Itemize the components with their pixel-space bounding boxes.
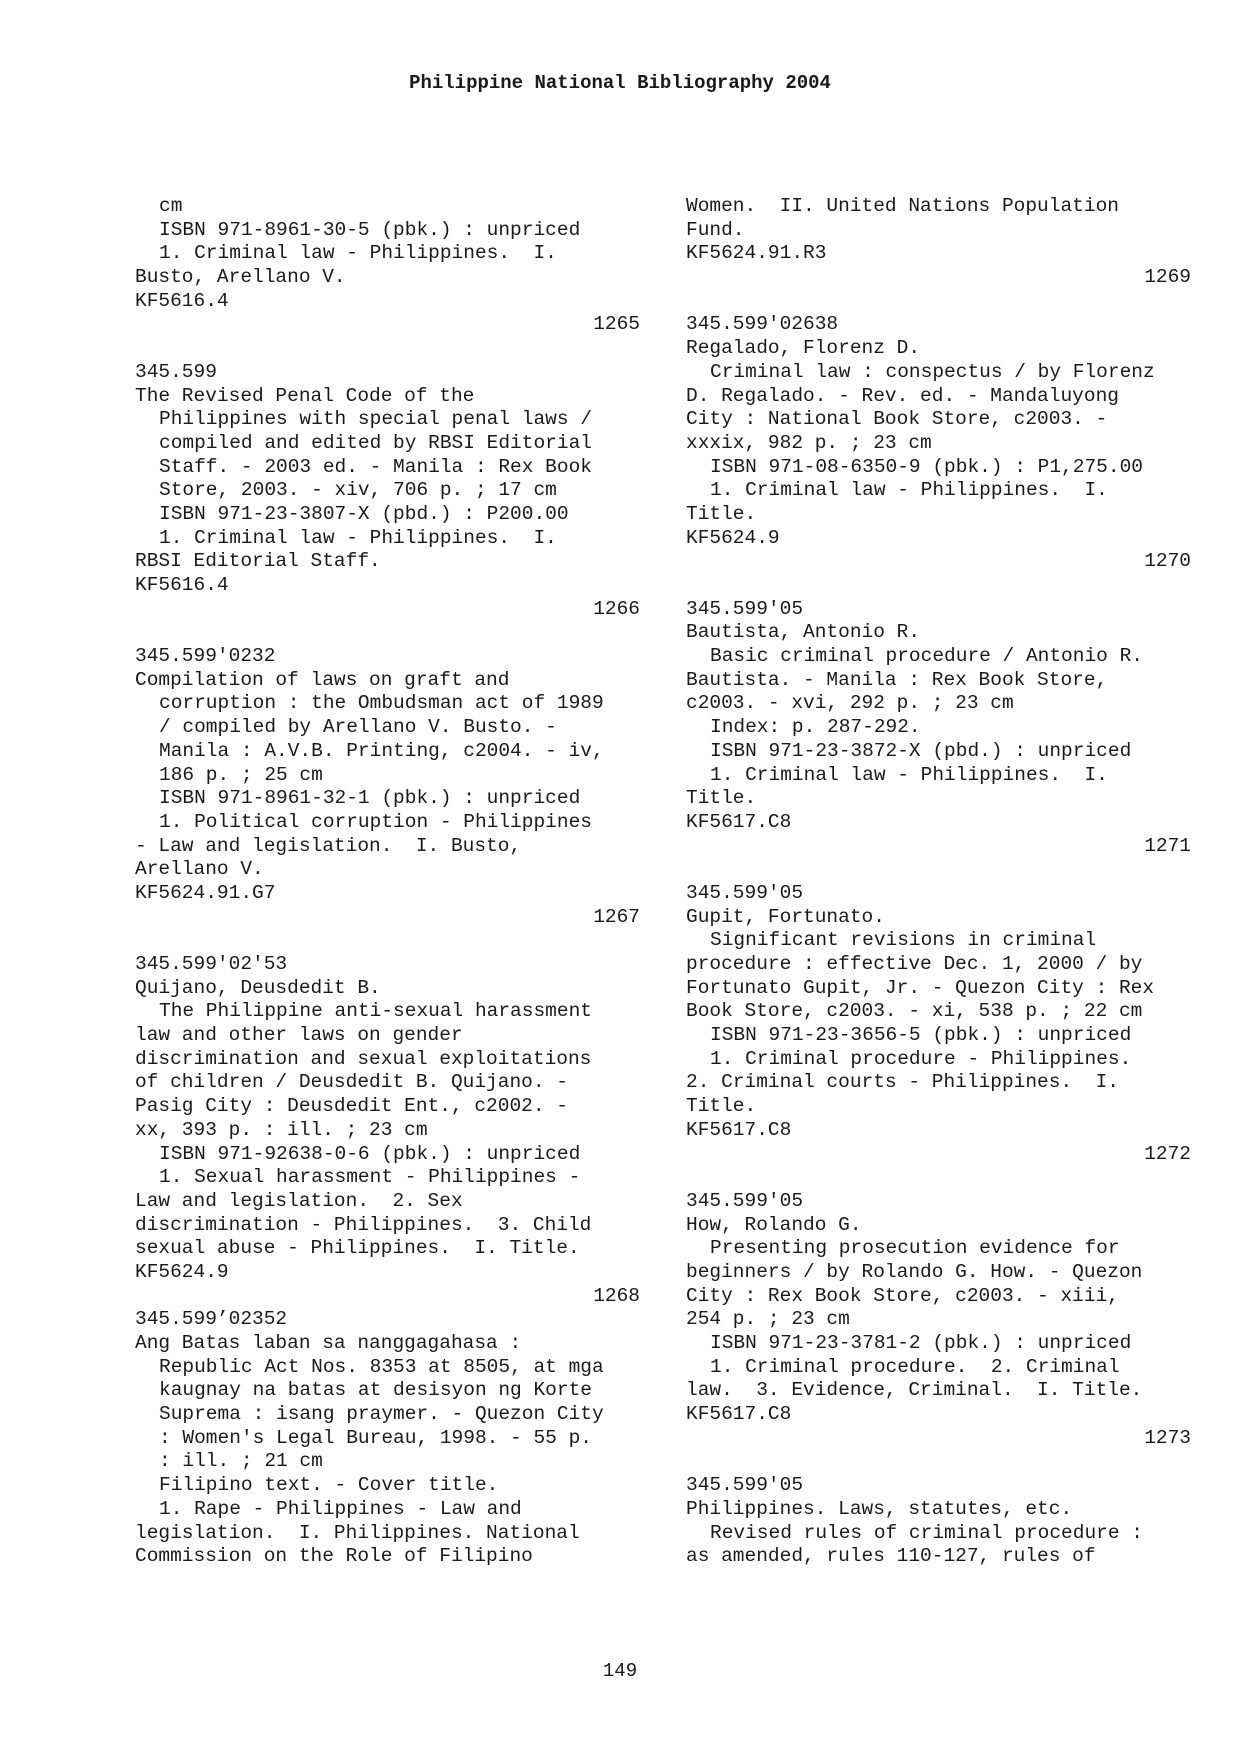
page-title: Philippine National Bibliography 2004 — [409, 72, 831, 94]
entry-line: KF5624.9 — [686, 526, 780, 549]
entry-line: Bautista. - Manila : Rex Book Store, — [686, 668, 1108, 691]
entry-line: law and other laws on gender — [135, 1024, 463, 1047]
entry-line: - Law and legislation. I. Busto, — [135, 834, 522, 857]
entry-line: City : National Book Store, c2003. - — [686, 408, 1108, 431]
entry-line: Significant revisions in criminal — [710, 929, 1097, 952]
entry-line: ISBN 971-23-3656-5 (pbk.) : unpriced — [710, 1024, 1132, 1047]
bibliography-entry — [686, 1474, 1191, 1569]
entry-line: : ill. ; 21 cm — [159, 1450, 323, 1473]
entry-line: KF5617.C8 — [686, 810, 792, 833]
entry-line: Staff. - 2003 ed. - Manila : Rex Book — [159, 455, 592, 478]
entry-line: Suprema : isang praymer. - Quezon City — [159, 1403, 604, 1426]
entry-line: KF5624.91.G7 — [135, 881, 276, 904]
entry-line: 186 p. ; 25 cm — [159, 763, 323, 786]
entry-line: discrimination - Philippines. 3. Child — [135, 1213, 592, 1236]
entry-line: 1. Sexual harassment - Philippines - — [159, 1166, 581, 1189]
bibliography-entry — [135, 953, 640, 1308]
bibliography-entry — [686, 882, 1191, 1166]
entry-line: as amended, rules 110-127, rules of — [686, 1545, 1096, 1568]
bibliography-entry — [686, 1190, 1191, 1451]
entry-line: Fortunato Gupit, Jr. - Quezon City : Rex — [686, 976, 1155, 999]
entry-line: 345.599'05 — [686, 1474, 804, 1497]
entry-line: The Philippine anti-sexual harassment — [159, 1000, 592, 1023]
entry-separator — [135, 621, 640, 645]
bibliography-entry — [686, 598, 1191, 859]
entry-number: 1265 — [593, 313, 640, 336]
entry-line: Title. — [686, 502, 757, 525]
entry-line: Arellano V. — [135, 858, 264, 881]
entry-line: Regalado, Florenz D. — [686, 337, 921, 360]
entry-line: 1. Rape - Philippines - Law and — [159, 1497, 522, 1520]
entry-number: 1267 — [593, 905, 640, 928]
entry-separator — [686, 574, 1191, 598]
entry-line: Presenting prosecution evidence for — [710, 1237, 1120, 1260]
entry-line: KF5624.91.R3 — [686, 242, 827, 265]
entry-line: 254 p. ; 23 cm — [686, 1308, 850, 1331]
entry-line: Compilation of laws on graft and — [135, 668, 510, 691]
entry-line: legislation. I. Philippines. National — [135, 1521, 580, 1544]
entry-separator — [686, 1450, 1191, 1474]
entry-line: discrimination and sexual exploitations — [135, 1047, 592, 1070]
entry-line: 1. Criminal law - Philippines. I. — [710, 479, 1108, 502]
entry-line: 1. Criminal procedure - Philippines. — [710, 1047, 1132, 1070]
entry-line: Republic Act Nos. 8353 at 8505, at mga — [159, 1355, 604, 1378]
bibliography-entry — [135, 645, 640, 929]
entry-line: beginners / by Rolando G. How. - Quezon — [686, 1260, 1143, 1283]
entry-line: Store, 2003. - xiv, 706 p. ; 17 cm — [159, 479, 557, 502]
entry-number: 1273 — [1144, 1426, 1191, 1449]
entry-line: Basic criminal procedure / Antonio R. — [710, 645, 1143, 668]
entry-line: 345.599'02'53 — [135, 953, 288, 975]
entry-line: Filipino text. - Cover title. — [159, 1474, 499, 1497]
entry-line: Index: p. 287-292. — [710, 716, 921, 739]
entry-line: kaugnay na batas at desisyon ng Korte — [159, 1379, 592, 1402]
entry-line: ISBN 971-23-3807-X (pbd.) : P200.00 — [159, 502, 569, 525]
entry-line: 2. Criminal courts - Philippines. I. — [686, 1071, 1119, 1094]
entry-line: procedure : effective Dec. 1, 2000 / by — [686, 953, 1143, 975]
entry-line: Law and legislation. 2. Sex — [135, 1189, 463, 1212]
entry-line: ISBN 971-23-3872-X (pbd.) : unpriced — [710, 739, 1132, 762]
entry-line: KF5617.C8 — [686, 1118, 792, 1141]
entry-line: 1. Political corruption - Philippines — [159, 810, 592, 833]
entry-line: Philippines with special penal laws / — [159, 408, 592, 431]
entry-line: 345.599'05 — [686, 881, 804, 904]
entry-line: KF5617.C8 — [686, 1403, 792, 1426]
entry-line: Gupit, Fortunato. — [686, 905, 885, 928]
entry-line: D. Regalado. - Rev. ed. - Mandaluyong — [686, 384, 1119, 407]
entry-line: KF5624.9 — [135, 1260, 229, 1283]
entry-line: Women. II. United Nations Population — [686, 195, 1119, 217]
entry-line: 345.599 — [135, 360, 217, 383]
entry-line: 345.599'02638 — [686, 313, 839, 336]
entry-line: 345.599'05 — [686, 1189, 804, 1212]
entry-line: Manila : A.V.B. Printing, c2004. - iv, — [159, 739, 604, 762]
entry-number: 1269 — [1144, 266, 1191, 289]
entry-line: Ang Batas laban sa nanggagahasa : — [135, 1332, 522, 1354]
entry-number: 1271 — [1144, 834, 1191, 857]
entry-line: ISBN 971-23-3781-2 (pbk.) : unpriced — [710, 1332, 1132, 1354]
entry-number: 1270 — [1144, 550, 1191, 573]
entry-separator — [135, 929, 640, 953]
entry-line: 345.599'0232 — [135, 645, 276, 668]
entry-line: ISBN 971-8961-30-5 (pbk.) : unpriced — [159, 218, 581, 241]
entry-line: 1. Criminal law - Philippines. I. — [710, 763, 1108, 786]
entry-line: corruption : the Ombudsman act of 1989 — [159, 692, 604, 715]
entry-line: xxxix, 982 p. ; 23 cm — [686, 431, 932, 454]
entry-line: KF5616.4 — [135, 574, 229, 596]
entry-line: Revised rules of criminal procedure : — [710, 1521, 1143, 1544]
entry-line: sexual abuse - Philippines. I. Title. — [135, 1237, 580, 1260]
entry-number: 1268 — [593, 1284, 640, 1307]
bibliography-entry — [135, 195, 640, 337]
entry-separator — [686, 858, 1191, 882]
entry-line: Fund. — [686, 218, 745, 241]
entry-number: 1266 — [593, 597, 640, 620]
entry-line: Pasig City : Deusdedit Ent., c2002. - — [135, 1095, 568, 1118]
entry-line: Quijano, Deusdedit B. — [135, 976, 381, 999]
page-number: 149 — [602, 1660, 638, 1682]
entry-line: Commission on the Role of Filipino — [135, 1545, 533, 1568]
entry-line: Title. — [686, 787, 757, 810]
entry-line: c2003. - xvi, 292 p. ; 23 cm — [686, 692, 1014, 715]
left-column — [135, 195, 640, 1569]
entry-line: ISBN 971-8961-32-1 (pbk.) : unpriced — [159, 787, 581, 810]
bibliography-entry — [686, 313, 1191, 574]
entry-line: / compiled by Arellano V. Busto. - — [159, 716, 557, 739]
entry-line: ISBN 971-08-6350-9 (pbk.) : P1,275.00 — [710, 455, 1143, 478]
entry-line: 345.599’02352 — [135, 1308, 288, 1331]
entry-line: Bautista, Antonio R. — [686, 621, 921, 644]
entry-line: RBSI Editorial Staff. — [135, 550, 381, 573]
entry-line: : Women's Legal Bureau, 1998. - 55 p. — [159, 1426, 592, 1449]
entry-line: xx, 393 p. : ill. ; 23 cm — [135, 1118, 428, 1141]
entry-line: Criminal law : conspectus / by Florenz — [710, 360, 1155, 383]
entry-line: compiled and edited by RBSI Editorial — [159, 431, 592, 454]
entry-line: Philippines. Laws, statutes, etc. — [686, 1497, 1073, 1520]
entry-separator — [686, 1166, 1191, 1190]
entry-separator — [135, 337, 640, 361]
entry-line: law. 3. Evidence, Criminal. I. Title. — [686, 1379, 1143, 1402]
entry-line: ISBN 971-92638-0-6 (pbk.) : unpriced — [159, 1142, 581, 1165]
entry-line: The Revised Penal Code of the — [135, 384, 475, 407]
entry-line: 1. Criminal procedure. 2. Criminal — [710, 1355, 1120, 1378]
entry-line: 1. Criminal law - Philippines. I. — [159, 526, 557, 549]
entry-line: Book Store, c2003. - xi, 538 p. ; 22 cm — [686, 1000, 1143, 1023]
entry-line: 345.599'05 — [686, 597, 804, 620]
right-column — [686, 195, 1191, 1569]
entry-line: of children / Deusdedit B. Quijano. - — [135, 1071, 568, 1094]
bibliography-entry — [135, 361, 640, 622]
entry-line: Busto, Arellano V. — [135, 266, 346, 289]
bibliography-entry — [686, 195, 1191, 290]
entry-separator — [686, 290, 1191, 314]
bibliography-entry — [135, 1308, 640, 1569]
entry-line: How, Rolando G. — [686, 1213, 862, 1236]
entry-line: City : Rex Book Store, c2003. - xiii, — [686, 1284, 1119, 1307]
entry-line: 1. Criminal law - Philippines. I. — [159, 242, 557, 265]
entry-number: 1272 — [1144, 1142, 1191, 1165]
entry-line: KF5616.4 — [135, 289, 229, 312]
entry-line: cm — [159, 195, 183, 217]
entry-line: Title. — [686, 1095, 757, 1118]
